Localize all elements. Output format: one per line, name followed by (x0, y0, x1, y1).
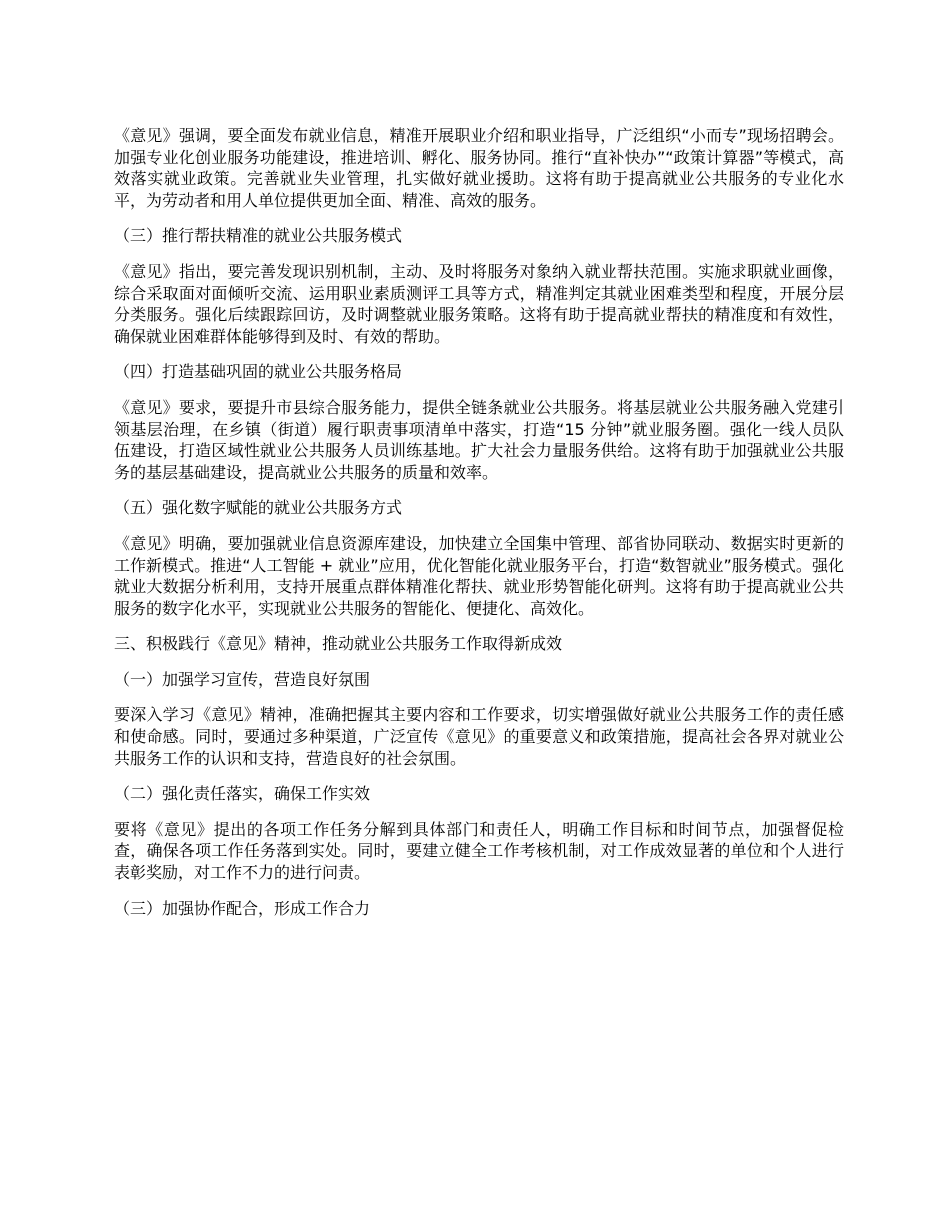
document-body (114, 125, 844, 933)
section-heading-4: （四）打造基础巩固的就业公共服务格局 (114, 362, 403, 382)
chapter-heading-3: 三、积极践行《意见》精神，推动就业公共服务工作取得新成效 (114, 634, 563, 654)
section-heading-3: （三）推行帮扶精准的就业公共服务模式 (114, 226, 403, 246)
paragraph-precise-assistance: 《意见》指出，要完善发现识别机制，主动、及时将服务对象纳入就业帮扶范围。实施求职就业画像，综合采取面对面倾听交流、运用职业素质测评工具等方式，精准判定其就业困难类型和程度，开展分层分类服务。强化后续跟踪回访，及时调整就业服务策略。这将有助于提高就业帮扶的精准度和有效性，确保就业困难群体能够得到及时、有效的帮助。 (114, 261, 844, 346)
subsection-heading-3: （三）加强协作配合，形成工作合力 (114, 898, 371, 918)
subsection-heading-2: （二）强化责任落实，确保工作实效 (114, 784, 371, 804)
paragraph-grassroots-foundation: 《意见》要求，要提升市县综合服务能力，提供全链条就业公共服务。将基层就业公共服务融入党建引领基层治理，在乡镇（街道）履行职责事项清单中落实，打造“15 分钟”就业服务圈。强化一线人员队伍建设，打造区域性就业公共服务人员训练基地。扩大社会力量服务供给。这将有助于加强就业公共服务的基层基础建设，提高就业公共服务的质量和效率。 (114, 397, 844, 482)
paragraph-responsibility: 要将《意见》提出的各项工作任务分解到具体部门和责任人，明确工作目标和时间节点，加强督促检查，确保各项工作任务落到实处。同时，要建立健全工作考核机制，对工作成效显著的单位和个人进行表彰奖励，对工作不力的进行问责。 (114, 819, 844, 883)
paragraph-digital-empowerment: 《意见》明确，要加强就业信息资源库建设，加快建立全国集中管理、部省协同联动、数据实时更新的工作新模式。推进“人工智能 + 就业”应用，优化智能化就业服务平台，打造“数智就业”服务模式。强化就业大数据分析利用，支持开展重点群体精准化帮扶、就业形势智能化研判。这将有助于提高就业公共服务的数字化水平，实现就业公共服务的智能化、便捷化、高效化。 (114, 533, 844, 618)
paragraph-public-service-intro: 《意见》强调，要全面发布就业信息，精准开展职业介绍和职业指导，广泛组织“小而专”现场招聘会。加强专业化创业服务功能建设，推进培训、孵化、服务协同。推行“直补快办”“政策计算器”等模式，高效落实就业政策。完善就业失业管理，扎实做好就业援助。这将有助于提高就业公共服务的专业化水平，为劳动者和用人单位提供更加全面、精准、高效的服务。 (114, 126, 844, 210)
paragraph-study-publicity: 要深入学习《意见》精神，准确把握其主要内容和工作要求，切实增强做好就业公共服务工作的责任感和使命感。同时，要通过多种渠道，广泛宣传《意见》的重要意义和政策措施，提高社会各界对就业公共服务工作的认识和支持，营造良好的社会氛围。 (114, 705, 844, 768)
subsection-heading-1: （一）加强学习宣传，营造良好氛围 (114, 669, 371, 689)
section-heading-5: （五）强化数字赋能的就业公共服务方式 (114, 498, 403, 518)
